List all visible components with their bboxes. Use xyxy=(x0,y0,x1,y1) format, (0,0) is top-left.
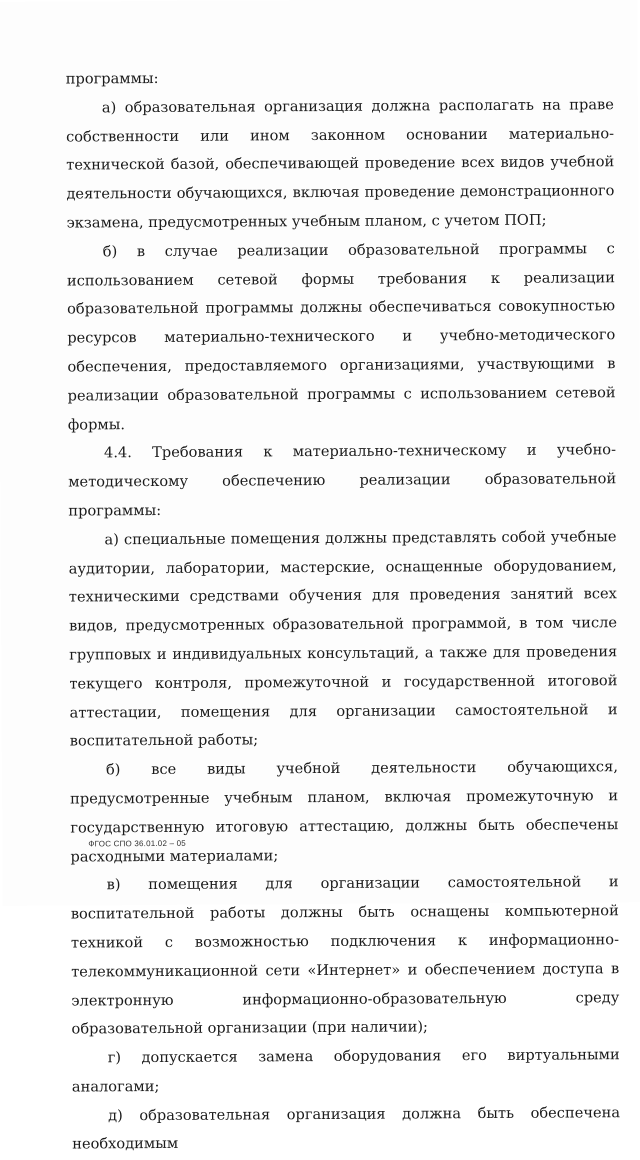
paragraph-item-b-consumables: б) все виды учебной деятельности обучающихся, предусмотренные учебным планом, включая промежуточную и государственную итоговую аттестацию, должны быть обеспечены расходными материалами; xyxy=(70,758,619,866)
paragraph-item-d-provision: д) образовательная организация должна быть обеспечена необходимым xyxy=(72,1103,621,1154)
section-heading-4-4: 4.4. Требования к материально-техническому и учебно-методическому обеспечению реализации образовательной программы: xyxy=(68,441,617,520)
paragraph-item-a-property: а) образовательная организация должна располагать на праве собственности или ином законном основании материально-технической базой, обеспечивающей проведение всех видов учебной деятельности обучающихся, включая проведение демонстрационного экзамена, предусмотренных учебным планом, с учетом ПОП; xyxy=(66,95,615,232)
document-footer-code: ФГОС СПО 36.01.02 – 05 xyxy=(88,838,186,849)
paragraph-item-v-computer-equipment: в) помещения для организации самостоятельной и воспитательной работы должны быть оснащены компьютерной техникой с возможностью подключения к информационно-телекоммуникационной сети «Интернет» и обеспечением доступа в электронную информационно-образовательную среду образовательной организации (при наличии); xyxy=(70,873,620,1038)
paragraph-item-b-network-form: б) в случае реализации образовательной программы с использованием сетевой формы требования к реализации образовательной программы должны обеспечиваться совокупностью ресурсов материально-технического и учебно-методического обеспечения, предоставляемого организациями, участвующими в реализации образовательной программы с использованием сетевой формы. xyxy=(66,239,616,434)
document-body xyxy=(66,62,621,1160)
paragraph-item-g-virtual-analogs: г) допускается замена оборудования его виртуальными аналогами; xyxy=(71,1046,620,1096)
paragraph-continuation: программы: xyxy=(65,69,159,88)
paragraph-item-a-special-rooms: а) специальные помещения должны представлять собой учебные аудитории, лаборатории, мастерские, оснащенные оборудованием, техническими средствами обучения для проведения занятий всех видов, предусмотренных образовательной программой, в том числе групповых и индивидуальных консультаций, а также для проведения текущего контроля, промежуточной и государственной итоговой аттестации, помещения для организации самостоятельной и воспитательной работы; xyxy=(68,527,618,750)
